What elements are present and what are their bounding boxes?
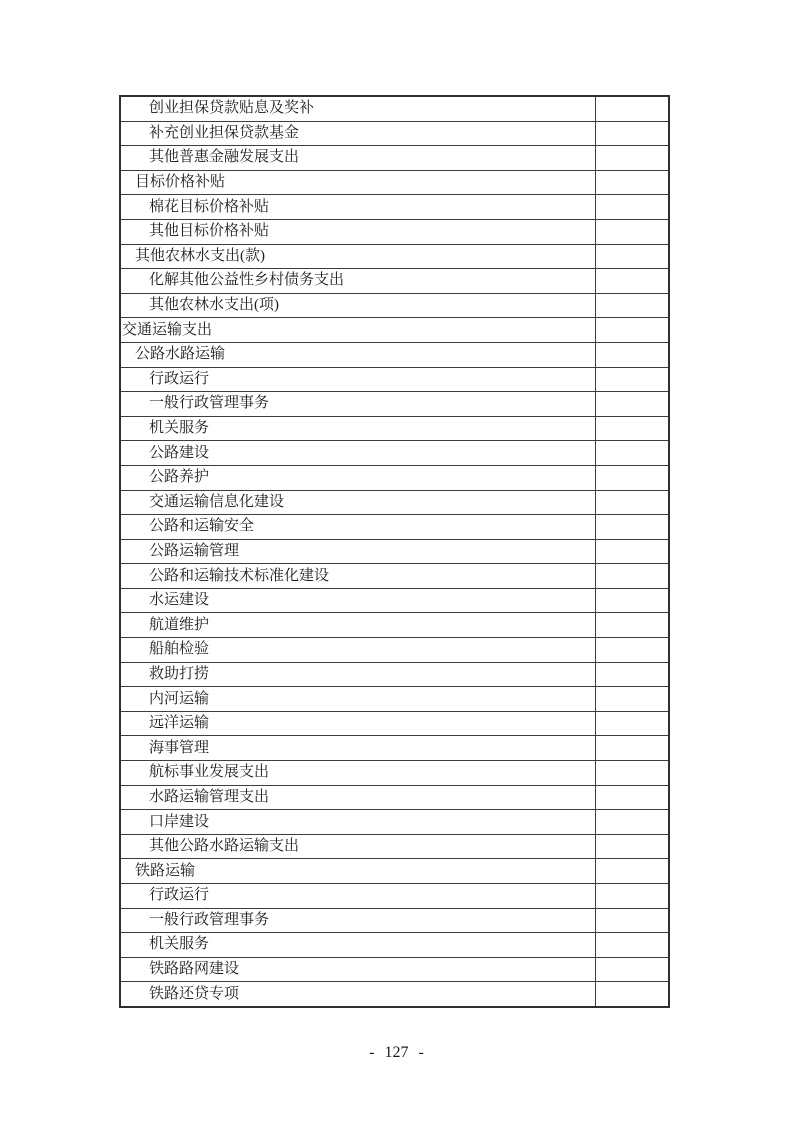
- table-row: [121, 269, 668, 294]
- row-label-cell: 行政运行: [149, 370, 210, 387]
- table-row: [121, 245, 668, 270]
- row-value-cell: [595, 540, 668, 564]
- row-value-cell: [595, 515, 668, 539]
- row-value-cell: [595, 269, 668, 293]
- table-row: [121, 810, 668, 835]
- table-row: [121, 687, 668, 712]
- page-number: - 127 -: [369, 1044, 424, 1061]
- row-value-cell: [595, 736, 668, 760]
- row-label-cell: 创业担保贷款贴息及奖补: [149, 100, 315, 117]
- table-row: [121, 909, 668, 934]
- row-label-cell: 机关服务: [149, 420, 210, 437]
- row-label-cell: 内河运输: [149, 690, 210, 707]
- table-row: [121, 859, 668, 884]
- row-value-cell: [595, 146, 668, 170]
- row-value-cell: [595, 466, 668, 490]
- row-value-cell: [595, 613, 668, 637]
- row-value-cell: [595, 589, 668, 613]
- row-label-cell: 机关服务: [149, 936, 210, 953]
- row-value-cell: [595, 343, 668, 367]
- row-value-cell: [595, 195, 668, 219]
- row-value-cell: [595, 933, 668, 957]
- row-label-cell: 铁路运输: [135, 862, 196, 879]
- table-row: [121, 589, 668, 614]
- table-row: [121, 491, 668, 516]
- table-row: [121, 663, 668, 688]
- table-row: [121, 835, 668, 860]
- row-value-cell: [595, 958, 668, 982]
- row-label-cell: 行政运行: [149, 887, 210, 904]
- row-label-cell: 补充创业担保贷款基金: [149, 124, 300, 141]
- table-row: [121, 982, 668, 1006]
- row-value-cell: [595, 835, 668, 859]
- table-row: [121, 171, 668, 196]
- row-value-cell: [595, 441, 668, 465]
- row-label-cell: 船舶检验: [149, 641, 210, 658]
- row-value-cell: [595, 663, 668, 687]
- row-label-cell: 海事管理: [149, 739, 210, 756]
- table-row: [121, 195, 668, 220]
- table-row: [121, 368, 668, 393]
- row-label-cell: 水路运输管理支出: [149, 788, 270, 805]
- table-row: [121, 884, 668, 909]
- table-row: [121, 786, 668, 811]
- table-row: [121, 761, 668, 786]
- row-value-cell: [595, 564, 668, 588]
- row-value-cell: [595, 318, 668, 342]
- table-row: [121, 613, 668, 638]
- row-value-cell: [595, 909, 668, 933]
- row-value-cell: [595, 368, 668, 392]
- row-label-cell: 铁路路网建设: [149, 961, 240, 978]
- row-value-cell: [595, 761, 668, 785]
- table-row: [121, 958, 668, 983]
- row-label-cell: 交通运输支出: [122, 321, 213, 338]
- table-row: [121, 638, 668, 663]
- row-value-cell: [595, 294, 668, 318]
- table-row: [121, 466, 668, 491]
- row-value-cell: [595, 220, 668, 244]
- row-value-cell: [595, 810, 668, 834]
- table-row: [121, 220, 668, 245]
- table-row: [121, 540, 668, 565]
- row-label-cell: 一般行政管理事务: [149, 395, 270, 412]
- table-row: [121, 515, 668, 540]
- row-label-cell: 航标事业发展支出: [149, 764, 270, 781]
- table-row: [121, 146, 668, 171]
- row-label-cell: 铁路还贷专项: [149, 985, 240, 1002]
- row-label-cell: 交通运输信息化建设: [149, 493, 285, 510]
- row-value-cell: [595, 392, 668, 416]
- table-row: [121, 97, 668, 122]
- table-row: [121, 933, 668, 958]
- row-label-cell: 目标价格补贴: [135, 174, 226, 191]
- row-label-cell: 公路养护: [149, 469, 210, 486]
- row-label-cell: 一般行政管理事务: [149, 911, 270, 928]
- row-label-cell: 航道维护: [149, 616, 210, 633]
- row-label-cell: 其他目标价格补贴: [149, 223, 270, 240]
- row-label-cell: 其他农林水支出(款): [135, 247, 265, 264]
- row-label-cell: 其他农林水支出(项): [149, 297, 279, 314]
- row-label-cell: 其他公路水路运输支出: [149, 838, 300, 855]
- row-label-cell: 远洋运输: [149, 715, 210, 732]
- row-value-cell: [595, 122, 668, 146]
- row-label-cell: 化解其他公益性乡村债务支出: [149, 272, 345, 289]
- row-value-cell: [595, 417, 668, 441]
- table-row: [121, 318, 668, 343]
- table-row: [121, 441, 668, 466]
- table-row: [121, 294, 668, 319]
- row-label-cell: 公路和运输技术标准化建设: [149, 567, 330, 584]
- table-row: [121, 343, 668, 368]
- row-value-cell: [595, 859, 668, 883]
- row-label-cell: 其他普惠金融发展支出: [149, 149, 300, 166]
- row-label-cell: 公路建设: [149, 444, 210, 461]
- row-value-cell: [595, 712, 668, 736]
- row-label-cell: 公路运输管理: [149, 542, 240, 559]
- row-value-cell: [595, 982, 668, 1006]
- row-value-cell: [595, 97, 668, 121]
- row-value-cell: [595, 687, 668, 711]
- row-value-cell: [595, 171, 668, 195]
- row-label-cell: 公路和运输安全: [149, 518, 255, 535]
- budget-table: [119, 95, 670, 1008]
- row-value-cell: [595, 491, 668, 515]
- row-value-cell: [595, 786, 668, 810]
- row-value-cell: [595, 638, 668, 662]
- row-label-cell: 救助打捞: [149, 665, 210, 682]
- table-row: [121, 417, 668, 442]
- table-row: [121, 122, 668, 147]
- table-row: [121, 712, 668, 737]
- row-value-cell: [595, 884, 668, 908]
- row-label-cell: 公路水路运输: [135, 346, 226, 363]
- table-row: [121, 736, 668, 761]
- row-label-cell: 口岸建设: [149, 813, 210, 830]
- table-row: [121, 392, 668, 417]
- row-label-cell: 棉花目标价格补贴: [149, 198, 270, 215]
- row-value-cell: [595, 245, 668, 269]
- table-row: [121, 564, 668, 589]
- row-label-cell: 水运建设: [149, 592, 210, 609]
